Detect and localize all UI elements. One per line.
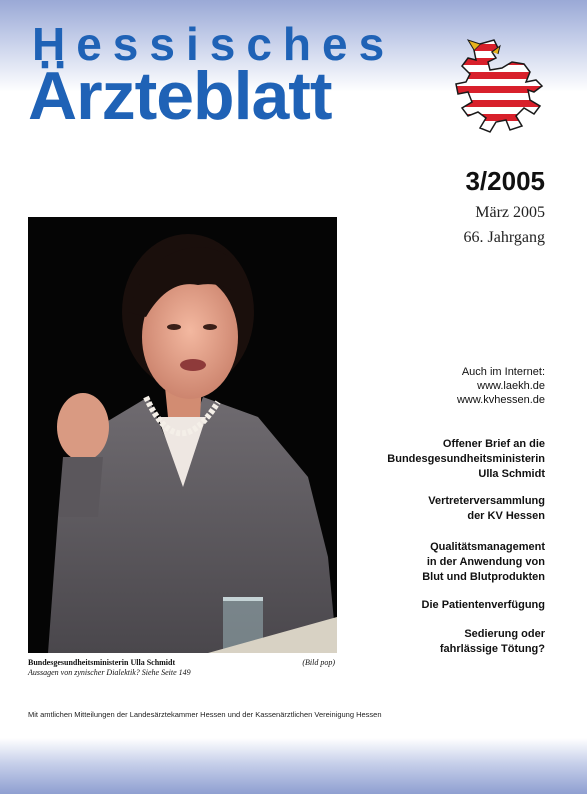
internet-heading: Auch im Internet: [461, 366, 545, 378]
internet-block [457, 365, 545, 407]
toc-item-vertreterversammlung [345, 494, 545, 524]
masthead-line1: Hessisches [32, 18, 396, 70]
toc-line: Qualitätsmanagement [430, 541, 545, 553]
footer-note: Mit amtlichen Mitteilungen der Landesärztekammer Hessen und der Kassenärztlichen Vereinigung Hessen [28, 710, 382, 719]
toc-line: Blut und Blutprodukten [422, 571, 545, 583]
cover-photo [28, 217, 337, 653]
photo-caption-text: Aussagen von zynischer Dialektik? Siehe Seite 149 [28, 668, 191, 677]
toc-line: fahrlässige Tötung? [439, 643, 545, 655]
toc-line: Die Patientenverfügung [421, 599, 545, 611]
photo-caption-name: Bundesgesundheitsministerin Ulla Schmidt [28, 658, 176, 667]
toc-line: Vertreterversammlung [428, 495, 545, 507]
issue-date: März 2005 [475, 204, 545, 221]
toc-item-offener-brief [345, 437, 545, 482]
hessian-lion-icon [450, 36, 550, 136]
issue-number: 3/2005 [465, 166, 545, 196]
toc-item-sedierung [345, 627, 545, 657]
toc-line: der KV Hessen [467, 510, 545, 522]
internet-link-laekh[interactable]: www.laekh.de [477, 380, 545, 392]
toc-line: Offener Brief an die [442, 438, 545, 450]
toc-line: Sedierung oder [464, 628, 545, 640]
masthead-line2: Ärzteblatt [28, 58, 332, 134]
issue-volume: 66. Jahrgang [463, 229, 545, 246]
photo-credit: (Bild pop) [302, 658, 335, 667]
toc-line: Bundesgesundheitsministerin [387, 453, 545, 465]
internet-link-kvhessen[interactable]: www.kvhessen.de [456, 394, 545, 406]
toc-line: Ulla Schmidt [478, 468, 545, 480]
toc-item-qualitaetsmanagement [345, 540, 545, 585]
toc-line: in der Anwendung von [426, 556, 545, 568]
bottom-gradient-band [0, 738, 587, 794]
toc-item-patientenverfuegung [345, 598, 545, 613]
